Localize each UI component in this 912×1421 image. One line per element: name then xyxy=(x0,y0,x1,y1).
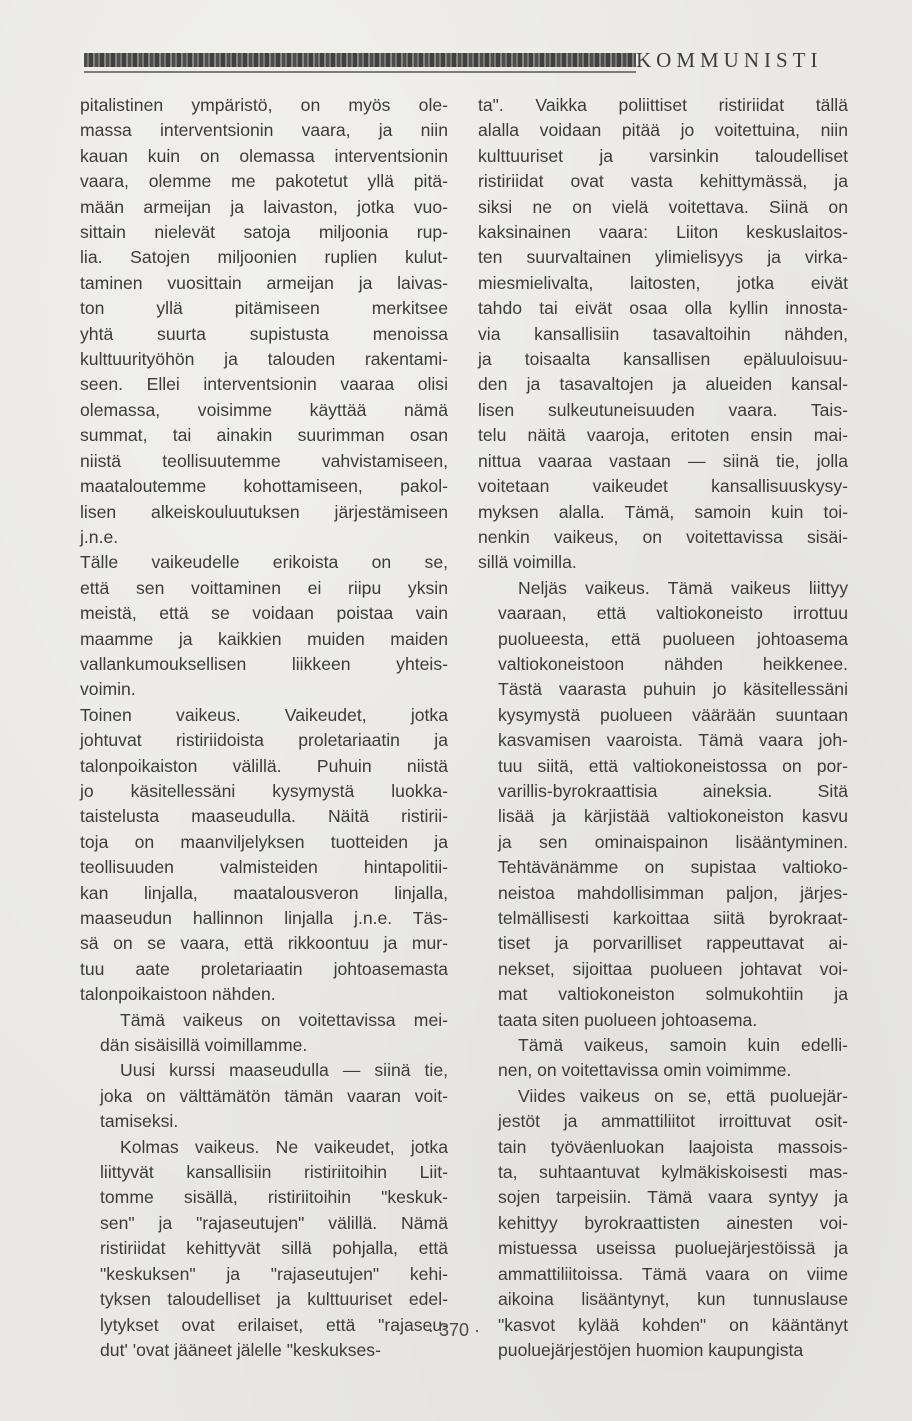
text-line: Neljäs vaikeus. Tämä vaikeus liittyy xyxy=(518,577,848,598)
text-line: Uusi kurssi maaseudulla — siinä tie, xyxy=(120,1060,448,1081)
text-line: kulttuuriset ja varsinkin taloudelliset xyxy=(478,145,848,166)
paragraph xyxy=(80,1008,448,1059)
text-line: ta". Vaikka poliittiset ristiriidat tällä xyxy=(478,95,848,115)
text-line: ten suurvaltainen ylimielisyys ja virka- xyxy=(478,247,848,268)
text-line: talonpoikaiston välillä. Puhuin niistä xyxy=(80,755,448,776)
paragraph xyxy=(80,93,448,550)
text-line: lia. Satojen miljoonien ruplien kulut- xyxy=(80,247,448,268)
text-line: sen" ja "rajaseutujen" välillä. Nämä xyxy=(100,1212,448,1233)
text-line: jo käsitellessäni kysymystä luokka- xyxy=(80,780,448,801)
text-line: dut' 'ovat jääneet jälelle "keskukses- xyxy=(100,1339,381,1360)
text-line: massa interventsionin vaara, ja niin xyxy=(80,120,448,141)
text-line: kaksinainen vaara: Liiton keskuslaitos- xyxy=(478,222,848,243)
page-number: · 370 · xyxy=(428,1320,481,1340)
text-line: ja toisaalta kansallisen epäluuloisuu- xyxy=(478,349,848,370)
text-line: tamiseksi. xyxy=(100,1111,179,1132)
text-line: myksen alalla. Tämä, samoin kuin toi- xyxy=(478,501,848,522)
text-line: maamme ja kaikkien muiden maiden xyxy=(80,628,448,649)
text-line: mistuessa useissa puoluejärjestöissä ja xyxy=(498,1238,848,1259)
journal-title: KOMMUNISTI xyxy=(636,48,823,72)
text-line: maaseudun hallinnon linjalla j.n.e. Täs- xyxy=(80,908,448,928)
paragraph xyxy=(478,576,848,1033)
paragraph xyxy=(80,703,448,1008)
text-line: Tehtävänämme on supistaa valtioko- xyxy=(498,857,848,878)
text-line: telmällisesti karkoittaa siitä byrokraat- xyxy=(498,908,848,928)
text-line: tiset ja porvarilliset rappeuttavat ai- xyxy=(498,933,848,954)
text-line: tyksen taloudelliset ja kulttuuriset edel- xyxy=(100,1289,448,1310)
text-line: lytykset ovat erilaiset, että "rajaseu- xyxy=(100,1314,448,1335)
text-line: ja sen ominaispainon lisääntyminen. xyxy=(498,831,848,852)
text-line: vaara, olemme me pakotetut yllä pitä- xyxy=(80,171,448,192)
text-line: vaaraan, että valtiokoneisto irrottuu xyxy=(498,603,848,624)
text-line: niistä teollisuutemme vahvistamiseen, xyxy=(80,450,448,471)
text-line: telu näitä vaaroja, eritoten ensin mai- xyxy=(478,425,848,446)
text-line: ta, suhtaantuvat kylmäkiskoisesti mas- xyxy=(498,1162,848,1183)
text-line: sojen tarpeisiin. Tämä vaara syntyy ja xyxy=(498,1187,848,1208)
text-line: miesmielivalta, laitosten, jotka eivät xyxy=(478,272,848,293)
text-line: ristiriidat kehittyvät sillä pohjalla, että xyxy=(100,1238,448,1259)
text-line: Viides vaikeus on se, että puoluejär- xyxy=(518,1085,848,1106)
text-line: taata siten puolueen johtoasema. xyxy=(498,1009,758,1030)
paragraph xyxy=(80,550,448,702)
text-line: taistelusta maaseudulla. Näitä ristirii- xyxy=(80,806,448,827)
text-line: kasvamisen vaaroista. Tämä vaara joh- xyxy=(498,730,848,751)
text-line: mat valtiokoneiston solmukohtiin ja xyxy=(498,984,848,1005)
text-line: tuu siitä, että valtiokoneistossa on por- xyxy=(498,755,848,776)
text-line: Toinen vaikeus. Vaikeudet, jotka xyxy=(80,704,448,725)
text-line: kauan kuin on olemassa interventsionin xyxy=(80,145,448,166)
text-line: vallankumouksellisen liikkeen yhteis- xyxy=(80,653,448,674)
text-line: meistä, että se voidaan poistaa vain xyxy=(80,603,448,624)
text-line: j.n.e. xyxy=(80,526,119,547)
text-line: joka on välttämätön tämän vaaran voit- xyxy=(100,1085,448,1106)
text-line: että sen voittaminen ei riipu yksin xyxy=(80,577,448,598)
text-line: liittyvät kansallisiin ristiriitoihin Liit- xyxy=(100,1162,448,1183)
text-line: alalla voidaan pitää jo voitettuina, niin xyxy=(478,120,848,141)
right-column xyxy=(478,93,848,1363)
text-line: teollisuuden valmisteiden hintapolitii- xyxy=(80,857,448,878)
text-line: jestöt ja ammattiliitot irroittuvat osit- xyxy=(498,1111,848,1132)
text-line: tahdo tai eivät osaa olla kyllin innosta- xyxy=(478,298,848,319)
text-line: lisää ja kärjistää valtiokoneiston kasvu xyxy=(498,806,848,827)
text-line: talonpoikaistoon nähden. xyxy=(80,984,276,1005)
paragraph xyxy=(478,1033,848,1084)
text-line: tomme sisällä, ristiriitoihin "keskuk- xyxy=(100,1187,448,1208)
text-line: yhtä suurta supistusta menoissa xyxy=(80,323,448,344)
text-line: kulttuurityöhön ja talouden rakentami- xyxy=(80,349,448,370)
text-line: ristiriidat ovat vasta kehittymässä, ja xyxy=(478,171,848,192)
text-line: taminen vuosittain armeijan ja laivas- xyxy=(80,272,448,293)
text-line: varillis-byrokraattisia aineksia. Sitä xyxy=(498,780,848,801)
text-line: olemassa, voisimme käyttää nämä xyxy=(80,399,448,420)
text-line: Kolmas vaikeus. Ne vaikeudet, jotka xyxy=(120,1136,448,1157)
text-line: valtiokoneistoon nähden heikkenee. xyxy=(498,653,848,674)
text-line: puoluejärjestöjen huomion kaupungista xyxy=(498,1339,804,1360)
text-line: den ja tasavaltojen ja alueiden kansal- xyxy=(478,374,848,395)
paragraph xyxy=(80,1135,448,1364)
text-line: nen, on voitettavissa omin voimimme. xyxy=(498,1060,792,1081)
text-line: sillä voimilla. xyxy=(478,552,577,573)
text-line: neistoa mahdollisimman paljon, järjes- xyxy=(498,882,848,903)
text-line: lisen alkeiskouluutuksen järjestämiseen xyxy=(80,501,448,522)
header-rule xyxy=(84,53,636,67)
text-line: dän sisäisillä voimillamme. xyxy=(100,1035,308,1056)
text-line: voimin. xyxy=(80,679,136,700)
text-line: ammattiliitoissa. Tämä vaara on viime xyxy=(498,1263,848,1284)
text-line: johtuvat ristiriidoista proletariaatin ja xyxy=(80,730,448,751)
text-line: tain työväenluokan laajoista massois- xyxy=(498,1136,848,1157)
text-line: sä on se vaara, että rikkoontuu ja mur- xyxy=(80,933,448,954)
text-line: seen. Ellei interventsionin vaaraa olisi xyxy=(80,374,448,395)
text-line: kysymystä puolueen väärään suuntaan xyxy=(498,704,848,725)
text-line: siksi ne on vielä voitettava. Siinä on xyxy=(478,196,848,217)
paragraph xyxy=(80,1058,448,1134)
text-line: mään armeijan ja laivaston, jotka vuo- xyxy=(80,196,448,217)
text-line: toja on maanviljelyksen tuotteiden ja xyxy=(80,831,448,852)
text-line: sittain nielevät satoja miljoonia rup- xyxy=(80,222,448,243)
paragraph xyxy=(478,1084,848,1363)
text-line: "keskuksen" ja "rajaseutujen" kehi- xyxy=(100,1263,448,1284)
text-line: via kansallisiin tasavaltoihin nähden, xyxy=(478,323,848,344)
text-line: nittua vaaraa vastaan — siinä tie, jolla xyxy=(478,450,848,471)
text-line: Tämä vaikeus, samoin kuin edelli- xyxy=(518,1035,848,1056)
text-line: maataloutemme kohottamiseen, pakol- xyxy=(80,476,448,497)
text-line: nenkin vaikeus, on voitettavissa sisäi- xyxy=(478,526,848,547)
text-line: summat, tai ainakin suurimman osan xyxy=(80,425,448,446)
text-line: kehittyy byrokraattisten ainesten voi- xyxy=(498,1212,848,1233)
left-column xyxy=(80,93,448,1363)
text-line: Tälle vaikeudelle erikoista on se, xyxy=(80,552,448,573)
text-line: pitalistinen ympäristö, on myös ole- xyxy=(80,95,448,115)
text-line: Tästä vaarasta puhuin jo käsitellessäni xyxy=(498,679,848,700)
text-line: voitetaan vaikeudet kansallisuuskysy- xyxy=(478,476,848,497)
text-line: lisen sulkeutuneisuuden vaara. Tais- xyxy=(478,399,848,420)
text-line: nekset, sijoittaa puolueen johtavat voi- xyxy=(498,958,848,979)
paragraph xyxy=(478,93,848,576)
text-line: ton yllä pitämiseen merkitsee xyxy=(80,298,448,319)
text-line: "kasvot kylää kohden" on kääntänyt xyxy=(498,1314,848,1335)
text-line: kan linjalla, maatalousveron linjalla, xyxy=(80,882,448,903)
text-line: puolueesta, että puolueen johtoasema xyxy=(498,628,848,649)
text-line: aikoina lisääntynyt, kun tunnuslause xyxy=(498,1289,848,1310)
text-line: tuu aate proletariaatin johtoasemasta xyxy=(80,958,448,979)
text-line: Tämä vaikeus on voitettavissa mei- xyxy=(120,1009,448,1030)
